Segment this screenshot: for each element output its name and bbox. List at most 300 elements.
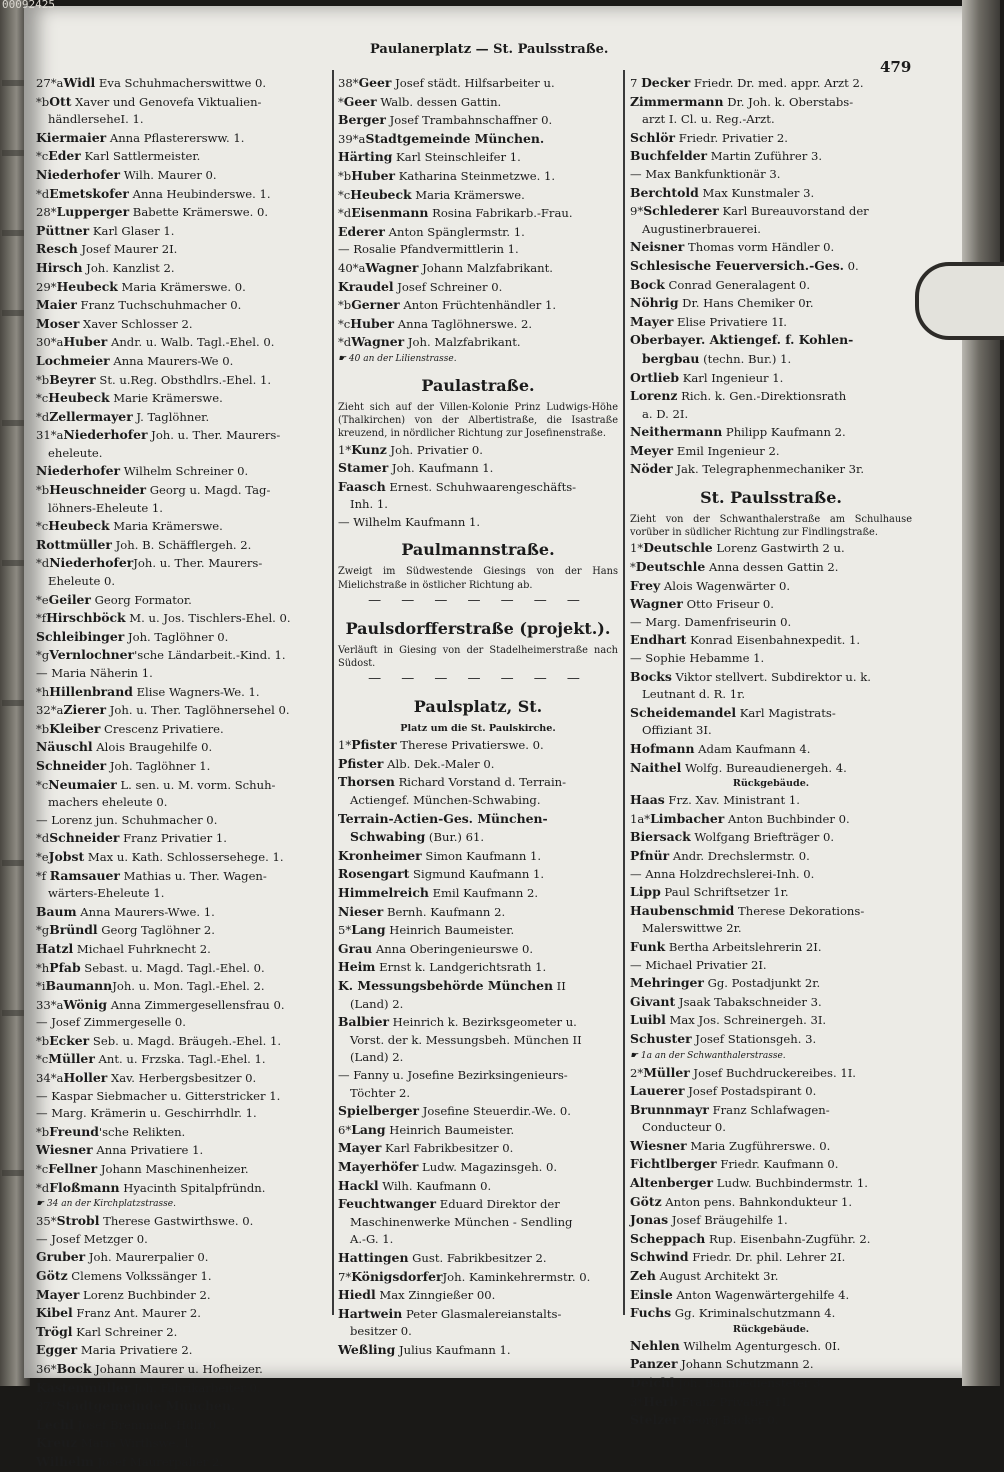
directory-entry: 38*Geer Josef städt. Hilfsarbeiter u. (338, 75, 555, 90)
entry-surname: Neumaier (48, 776, 117, 792)
entry-surname: Kastenmüller (36, 1379, 131, 1395)
directory-entry: Näuschl Alois Braugehilfe 0. (36, 739, 213, 755)
entry-surname: Lipp (630, 884, 661, 900)
directory-entry: 1*Pfister Therese Privatierswe. 0. (338, 737, 544, 753)
directory-entry: Thorsen Richard Vorstand d. Terrain- (338, 774, 567, 790)
directory-entry: Resch Josef Maurer 2I. (36, 241, 178, 257)
entry-surname: Brunnmayr (630, 1101, 709, 1117)
entry-surname: Hirschböck (46, 610, 126, 626)
entry-surname: Schlesische Feuerversich.-Ges. (630, 257, 844, 273)
entry-surname: Rosengart (338, 866, 410, 882)
entry-surname: Beyrer (49, 371, 96, 387)
entry-continuation: Eheleute 0. (48, 574, 116, 589)
directory-entry: 30*aHuber Andr. u. Walb. Tagl.-Ehel. 0. (36, 334, 275, 350)
entry-surname: Schwabing (350, 829, 426, 845)
entry-surname: Weßling (338, 1341, 396, 1357)
directory-entry: Baum Anna Maurers-Wwe. 1. (36, 903, 215, 919)
directory-entry: *bEcker Seb. u. Magd. Bräugeh.-Ehel. 1. (36, 1032, 282, 1048)
entry-surname: Geer (358, 75, 392, 90)
directory-entry: Frey Alois Wagenwärter 0. (630, 577, 791, 593)
entry-continuation: Schwabing (Bur.) 61. (350, 829, 485, 845)
directory-entry: *dWagner Joh. Malzfabrikant. (338, 334, 521, 350)
directory-entry: *cMüller Ant. u. Frzska. Tagl.-Ehel. 1. (36, 1051, 266, 1067)
page-clip (915, 262, 1004, 340)
entry-surname: Baum (36, 903, 77, 919)
entry-surname: K. Messungsbehörde München (338, 978, 553, 994)
entry-surname: Widl (63, 75, 96, 90)
entry-surname: Müller (643, 1064, 690, 1080)
entry-surname: Bock (630, 276, 665, 292)
street-heading: Paulastraße. (421, 375, 535, 395)
entry-surname: bergbau (642, 350, 700, 366)
entry-surname: Emetskofer (49, 185, 129, 201)
directory-entry: Rosengart Sigmund Kaufmann 1. (338, 866, 545, 882)
directory-entry: 1a*Limbacher Anton Buchbinder 0. (630, 810, 850, 826)
entry-continuation: besitzer 0. (350, 1324, 412, 1339)
entry-surname: Lochmeier (36, 352, 110, 368)
directory-entry: Givant Jsaak Tabakschneider 3. (630, 993, 822, 1009)
entry-surname: Pfister (338, 755, 384, 771)
entry-surname: Altenberger (630, 1175, 714, 1191)
entry-continuation: bergbau (techn. Bur.) 1. (642, 350, 792, 366)
entry-surname: Huber (350, 315, 395, 331)
directory-entry: 3*Herb Franz Privatier 1I. (630, 1393, 791, 1409)
directory-entry: — Marg. Krämerin u. Geschirrhdlr. 1. (36, 1106, 257, 1121)
entry-surname: Nehlen (630, 1337, 680, 1353)
entry-continuation: arzt I. Cl. u. Reg.-Arzt. (642, 112, 775, 127)
entry-surname: Wagner (365, 259, 419, 275)
cross-reference: ☛ 40 an der Lilienstrasse. (338, 353, 457, 364)
entry-surname: Niederhofer (36, 166, 121, 182)
directory-entry: Stelzer Georg Bäcker 0. (630, 1412, 779, 1428)
directory-entry: Naithel Wolfg. Bureaudienergeh. 4. (630, 759, 847, 775)
directory-entry: Zimmermann Dr. Joh. k. Oberstabs- (630, 93, 854, 109)
entry-surname: Lang (351, 1121, 386, 1137)
entry-surname: Deichl (630, 1375, 675, 1390)
entry-surname: Geiler (48, 591, 91, 607)
entry-surname: Givant (630, 993, 676, 1009)
directory-entry: 9*Schlederer Karl Bureauvorstand der (630, 203, 869, 219)
scan-id: 00092425 (2, 0, 55, 11)
entry-continuation: Inh. 1. (350, 497, 388, 512)
entry-surname: Nöder (630, 461, 673, 477)
directory-entry: 28*Lupperger Babette Krämerswe. 0. (36, 204, 269, 220)
entry-surname: Neithermann (630, 424, 723, 440)
entry-surname: Kibel (36, 1305, 73, 1321)
entry-surname: Schlör (630, 129, 676, 145)
entry-continuation: (Land) 2. (350, 1050, 404, 1065)
directory-entry: Püttner Karl Glaser 1. (36, 222, 175, 238)
entry-surname: Ortlieb (630, 369, 680, 385)
entry-surname: Niederhofer (36, 463, 121, 479)
directory-entry: *bHuber Katharina Steinmetzwe. 1. (338, 167, 556, 183)
entry-surname: Schneider (36, 757, 107, 773)
directory-entry: Rottmüller Joh. B. Schäfflergeh. 2. (36, 536, 252, 552)
entry-surname: Schneider (49, 830, 120, 846)
directory-entry: Kastenmüller Joh. Fabrikarbeiter 0. (36, 1379, 261, 1395)
directory-entry: Trögl Karl Schreiner 2. (36, 1323, 178, 1339)
directory-entry: Gruber Joh. Maurerpalier 0. (36, 1249, 209, 1265)
entry-surname: Wiesner (36, 1142, 93, 1158)
entry-continuation: Malerswittwe 2r. (642, 921, 742, 936)
separator: — — — — — — — (368, 592, 588, 608)
directory-entry: Jonas Josef Bräugehilfe 1. (630, 1212, 788, 1228)
entry-surname: Bründl (49, 922, 98, 938)
directory-entry: *bHeuschneider Georg u. Magd. Tag- (36, 482, 271, 498)
entry-surname: Lupperger (56, 204, 130, 220)
entry-surname: Trögl (36, 1323, 73, 1339)
entry-surname: Lang (351, 922, 386, 938)
directory-entry: Mehringer Gg. Postadjunkt 2r. (630, 975, 821, 991)
entry-surname: Mayer (630, 313, 674, 329)
entry-surname: Zeh (630, 1268, 656, 1284)
directory-entry: Wiesner Anna Privatiere 1. (36, 1142, 204, 1158)
directory-entry: Pfister Alb. Dek.-Maler 0. (338, 755, 495, 771)
directory-entry: *hHillenbrand Elise Wagners-We. 1. (36, 683, 260, 699)
entry-surname: Bocks (630, 668, 672, 684)
directory-entry: Bock Conrad Generalagent 0. (630, 276, 811, 292)
entry-surname: Schleibinger (36, 628, 125, 644)
directory-entry: Weßling Julius Kaufmann 1. (338, 1341, 511, 1357)
entry-surname: Götz (630, 1193, 662, 1209)
directory-entry: Berchtold Max Kunstmaler 3. (630, 184, 815, 200)
entry-surname: Näuschl (36, 739, 93, 755)
entry-surname: Lauerer (630, 1083, 685, 1099)
entry-continuation: A.-G. 1. (350, 1232, 394, 1247)
directory-entry: Scheppach Rup. Eisenbahn-Zugführ. 2. (630, 1230, 871, 1246)
entry-surname: Pfister (351, 737, 397, 753)
entry-surname: Baumann (45, 978, 113, 994)
entry-surname: Luibl (630, 1012, 666, 1028)
directory-entry: *bOtt Xaver und Genovefa Viktualien- (36, 93, 262, 109)
directory-entry: Wilhelm Josef Maurerpalier 2. (36, 1453, 224, 1469)
directory-entry: 32*aZierer Joh. u. Ther. Taglöhnersehel 0. (36, 702, 290, 718)
entry-continuation: Offiziant 3I. (642, 723, 712, 738)
directory-entry: Panzer Johann Schutzmann 2. (630, 1356, 814, 1372)
entry-surname: Lechl (36, 1416, 74, 1432)
entry-surname: Neisner (630, 239, 685, 255)
directory-entry: Kronheimer Simon Kaufmann 1. (338, 847, 542, 863)
entry-surname: Müller (48, 1051, 95, 1067)
directory-entry: Himmelreich Emil Kaufmann 2. (338, 885, 539, 901)
directory-entry: *dNiederhoferJoh. u. Ther. Maurers- (36, 555, 263, 571)
directory-entry: Scheidemandel Karl Magistrats- (630, 704, 836, 720)
entry-surname: Holler (63, 1070, 108, 1086)
entry-surname: Scheidemandel (630, 704, 737, 720)
entry-surname: Biersack (630, 829, 691, 845)
directory-entry: Nöhrig Dr. Hans Chemiker 0r. (630, 295, 814, 311)
entry-surname: Hackl (338, 1177, 379, 1193)
entry-surname: Hirsch (36, 259, 83, 275)
directory-entry: Lechl Josef Brennmat.-Hdlr. 0. (36, 1416, 220, 1432)
entry-surname: Decker (641, 75, 691, 90)
directory-entry: Balbier Heinrich k. Bezirksgeometer u. (338, 1014, 577, 1030)
entry-surname: Jobst (48, 848, 85, 864)
directory-entry: *eGeiler Georg Formator. (36, 591, 192, 607)
directory-entry: 31*aNiederhofer Joh. u. Ther. Maurers- (36, 427, 281, 443)
directory-entry: Lipp Paul Schriftsetzer 1r. (630, 884, 789, 900)
entry-surname: Wagner (351, 334, 405, 350)
column-middle (338, 74, 618, 1359)
entry-surname: Härting (338, 149, 393, 165)
directory-entry: — Maria Näherin 1. (36, 666, 153, 680)
directory-entry: Biersack Wolfgang Briefträger 0. (630, 829, 835, 845)
entry-continuation: händlerseheI. 1. (48, 112, 144, 127)
directory-entry: *gBründl Georg Taglöhner 2. (36, 922, 215, 938)
directory-entry: *cEder Karl Sattlermeister. (36, 148, 201, 164)
entry-surname: Rottmüller (36, 536, 112, 552)
directory-entry: Hackl Wilh. Kaufmann 0. (338, 1177, 492, 1193)
entry-continuation: Actiengef. München-Schwabing. (350, 793, 541, 808)
directory-entry: Wiesner Maria Zugführerswe. 0. (630, 1137, 831, 1153)
directory-entry: Buchfelder Martin Zuführer 3. (630, 148, 823, 164)
directory-entry: Schuster Josef Stationsgeh. 3. (630, 1030, 817, 1046)
section-note: Platz um die St. Paulskirche. (400, 723, 556, 735)
entry-surname: Ramsauer (49, 867, 120, 883)
directory-entry: *cNeumaier L. sen. u. M. vorm. Schuh- (36, 776, 276, 792)
entry-surname: Balbier (338, 1014, 389, 1030)
directory-entry: Feuchtwanger Eduard Direktor der (338, 1196, 560, 1212)
directory-entry: Fichtlberger Friedr. Kaufmann 0. (630, 1156, 839, 1172)
entry-surname: Schlederer (643, 203, 719, 219)
directory-entry: Berger Josef Trambahnschaffner 0. (338, 112, 553, 128)
directory-entry: *f Ramsauer Mathias u. Ther. Wagen- (36, 867, 267, 883)
entry-surname: Hiedl (338, 1287, 376, 1303)
entry-continuation: machers eheleute 0. (48, 795, 168, 810)
directory-entry: 36*Bock Johann Maurer u. Hofheizer. (36, 1360, 263, 1376)
directory-entry: 1*Deutschle Lorenz Gastwirth 2 u. (630, 540, 845, 556)
entry-surname: Maier (36, 297, 77, 313)
street-description: Zieht von der Schwanthalerstraße am Schulhause vorüber in südlicher Richtung zur Findlingstraße. (630, 514, 912, 539)
directory-entry: Endhart Konrad Eisenbahnexpedit. 1. (630, 632, 861, 648)
directory-entry: *Geer Walb. dessen Gattin. (338, 93, 502, 109)
entry-surname: Kreuz (36, 1435, 78, 1451)
directory-entry: — Anna Holzdrechslerei-Inh. 0. (630, 866, 815, 881)
directory-entry: *cHeubeck Maria Krämerswe. (338, 186, 525, 202)
directory-entry: — Lorenz jun. Schuhmacher 0. (36, 812, 218, 827)
street-description: Verläuft in Giesing von der Stadelheimerstraße nach Südost. (338, 644, 618, 670)
entry-surname: Kiermaier (36, 129, 107, 145)
entry-surname: Zellermayer (49, 408, 133, 424)
entry-surname: Gruber (36, 1249, 86, 1265)
entry-surname: Wilhelm (36, 1453, 94, 1469)
entry-surname: Deutschle (643, 540, 713, 556)
directory-entry: 5*Lang Heinrich Baumeister. (338, 922, 515, 938)
entry-surname: Heim (338, 959, 376, 975)
directory-entry: *bGerner Anton Früchtenhändler 1. (338, 297, 557, 313)
directory-entry: *hPfab Sebast. u. Magd. Tagl.-Ehel. 0. (36, 959, 265, 975)
entry-surname: Buchfelder (630, 148, 708, 164)
entry-surname: Zimmermann (630, 93, 724, 109)
directory-entry: K. Messungsbehörde München II (338, 978, 566, 994)
entry-continuation: Töchter 2. (350, 1085, 411, 1100)
entry-surname: Kronheimer (338, 847, 422, 863)
column-rule (332, 70, 334, 1315)
directory-entry: Fuchs Gg. Kriminalschutzmann 4. (630, 1305, 836, 1321)
directory-entry: — Michael Privatier 2I. (630, 957, 767, 972)
directory-entry: *fHirschböck M. u. Jos. Tischlers-Ehel. 0. (36, 610, 291, 626)
directory-entry: Hatzl Michael Fuhrknecht 2. (36, 940, 211, 956)
entry-surname: Ecker (49, 1032, 90, 1048)
entry-surname: Mayer (36, 1286, 80, 1302)
street-description: Zieht sich auf der Villen-Kolonie Prinz Ludwigs-Höhe (Thalkirchen) von der Albertistraße, die Isastraße kreuzend, in nördlicher Richtung zur Josefinenstraße. (338, 401, 618, 440)
entry-surname: Geer (343, 93, 377, 109)
entry-surname: Schuster (630, 1030, 692, 1046)
entry-continuation: wärters-Eheleute 1. (48, 886, 165, 901)
entry-continuation: Vorst. der k. Messungsbeh. München II (350, 1032, 582, 1047)
directory-entry: — Sophie Hebamme 1. (630, 651, 765, 666)
entry-continuation: (Land) 2. (350, 996, 404, 1011)
entry-surname: Kleiber (49, 720, 101, 736)
entry-surname: Funk (630, 938, 666, 954)
directory-entry: *dZellermayer J. Taglöhner. (36, 408, 210, 424)
entry-surname: Huber (63, 334, 108, 350)
page-stack-edge (962, 0, 1000, 1386)
entry-surname: Niederhofer (63, 427, 148, 443)
directory-entry: — Max Bankfunktionär 3. (630, 166, 781, 181)
cross-reference: ☛ 34 an der Kirchplatzstrasse. (36, 1199, 176, 1210)
entry-surname: Bock (56, 1360, 92, 1376)
directory-entry: *dSchneider Franz Privatier 1. (36, 830, 227, 846)
directory-entry: Maier Franz Tuchschuhmacher 0. (36, 297, 242, 313)
directory-entry: *bFreund'sche Relikten. (36, 1123, 186, 1139)
directory-entry (338, 810, 618, 829)
directory-entry: Härting Karl Steinschleifer 1. (338, 149, 521, 165)
entry-surname: Niederhofer (49, 555, 134, 571)
entry-continuation: löhners-Eheleute 1. (48, 500, 163, 515)
entry-surname: Heubeck (350, 186, 412, 202)
directory-entry: 27*aWidl Eva Schuhmacherswittwe 0. (36, 75, 267, 90)
directory-entry: — Wilhelm Kaufmann 1. (338, 514, 481, 529)
entry-surname: Naithel (630, 759, 682, 775)
entry-continuation: a. D. 2I. (642, 406, 689, 421)
directory-entry: Nieser Bernh. Kaufmann 2. (338, 903, 506, 919)
directory-entry: 6*Lang Heinrich Baumeister. (338, 1121, 515, 1137)
directory-entry: Meyer Emil Ingenieur 2. (630, 442, 780, 458)
directory-entry: Neisner Thomas vorm Händler 0. (630, 239, 835, 255)
entry-surname: Floßmann (49, 1179, 120, 1195)
directory-entry: 39*aStadtgemeinde München. (338, 130, 545, 146)
entry-surname: Zierer (63, 702, 107, 718)
directory-entry: Mayer Lorenz Buchbinder 2. (36, 1286, 211, 1302)
entry-surname: Mayer (338, 1140, 382, 1156)
entry-surname: Götz (36, 1268, 68, 1283)
directory-entry: 37*Stadtgemeinde München. (36, 1398, 236, 1414)
directory-entry: *bBeyrer St. u.Reg. Obsthdlrs.-Ehel. 1. (36, 371, 272, 387)
entry-surname: Eisenmann (351, 205, 429, 221)
entry-surname: Berger (338, 112, 386, 128)
directory-entry: 35*Strobl Therese Gastwirthswe. 0. (36, 1213, 254, 1229)
entry-surname: Mayerhöfer (338, 1158, 419, 1174)
directory-entry: Kiermaier Anna Pflasterersww. 1. (36, 129, 245, 145)
directory-entry: Luibl Max Jos. Schreinergeh. 3I. (630, 1012, 827, 1028)
column-left (36, 74, 328, 1472)
entry-surname: Terrain-Actien-Ges. München- (338, 810, 548, 826)
directory-entry: Heim Ernst k. Landgerichtsrath 1. (338, 959, 547, 975)
section-note: Rückgebäude. (732, 778, 810, 790)
entry-surname: Königsdorfer (351, 1268, 443, 1284)
column-rule (623, 70, 625, 1315)
directory-entry: Haas Frz. Xav. Ministrant 1. (630, 792, 800, 808)
directory-entry: Brunnmayr Franz Schlafwagen- (630, 1101, 830, 1117)
directory-entry: Mayer Karl Fabrikbesitzer 0. (338, 1140, 514, 1156)
directory-entry: Kraudel Josef Schreiner 0. (338, 278, 503, 294)
directory-entry: Lochmeier Anna Maurers-We 0. (36, 352, 234, 368)
entry-surname: Berchtold (630, 184, 699, 200)
entry-surname: Wönig (63, 996, 108, 1012)
entry-surname: Haas (630, 792, 665, 808)
directory-entry: Niederhofer Wilh. Maurer 0. (36, 166, 217, 182)
directory-entry: Ortlieb Karl Ingenieur 1. (630, 369, 784, 385)
entry-surname: Heubeck (48, 518, 110, 534)
directory-entry: — Josef Zimmergeselle 0. (36, 1015, 186, 1030)
directory-entry: Ederer Anton Spänglermstr. 1. (338, 223, 525, 239)
entry-surname: Heubeck (48, 390, 110, 406)
directory-entry: 2*Müller Josef Buchdruckereibes. 1I. (630, 1064, 856, 1080)
entry-continuation: Leutnant d. R. 1r. (642, 687, 746, 702)
entry-surname: Eder (48, 148, 81, 164)
directory-entry: 34*aHoller Xav. Herbergsbesitzer 0. (36, 1070, 257, 1086)
separator: — — — — — — — (368, 671, 588, 687)
entry-continuation: eheleute. (48, 445, 103, 460)
entry-surname: Heubeck (56, 278, 118, 294)
section-note: Rückgebäude. (732, 1323, 810, 1335)
directory-entry: Lorenz Rich. k. Gen.-Direktionsrath (630, 388, 847, 404)
directory-entry: — Fanny u. Josefine Bezirksingenieurs- (338, 1067, 568, 1082)
street-description: Zweigt im Südwestende Giesings von der Hans Mielichstraße in östlicher Richtung ab. (338, 566, 618, 591)
directory-entry: *cHeubeck Maria Krämerswe. (36, 518, 223, 534)
directory-entry: Schwind Friedr. Dr. phil. Lehrer 2I. (630, 1249, 846, 1265)
directory-entry: Mayerhöfer Ludw. Magazinsgeh. 0. (338, 1158, 558, 1174)
entry-surname: Meyer (630, 442, 674, 458)
directory-entry: — Marg. Damenfriseurin 0. (630, 614, 792, 629)
entry-continuation: Augustinerbrauerei. (642, 221, 761, 236)
directory-entry: *eJobst Max u. Kath. Schlossersehege. 1. (36, 848, 284, 864)
entry-surname: Hofmann (630, 741, 695, 756)
entry-surname: Lorenz (630, 388, 678, 404)
directory-entry: Wagner Otto Friseur 0. (630, 596, 774, 612)
directory-entry: Hofmann Adam Kaufmann 4. (630, 741, 811, 756)
entry-surname: Frey (630, 577, 661, 593)
entry-surname: Huber (351, 167, 396, 183)
entry-surname: Vernlochner (49, 647, 135, 663)
entry-surname: Grau (338, 940, 373, 956)
entry-surname: Jonas (630, 1212, 669, 1228)
directory-entry: Hartwein Peter Glasmalereianstalts- (338, 1305, 562, 1321)
entry-surname: Resch (36, 241, 78, 257)
entry-surname: Gerner (351, 297, 400, 313)
cross-reference: ☛ 1a an der Schwanthalerstrasse. (630, 1050, 786, 1061)
directory-entry: Kibel Franz Ant. Maurer 2. (36, 1305, 201, 1321)
directory-entry: *gVernlochner'sche Ländarbeit.-Kind. 1. (36, 647, 286, 663)
directory-entry: — Josef Metzger 0. (36, 1231, 148, 1246)
directory-entry: — Rosalie Pfandvermittlerin 1. (338, 242, 519, 257)
directory-entry: — Kaspar Siebmacher u. Gitterstricker 1. (36, 1088, 281, 1103)
entry-surname: Nöhrig (630, 295, 679, 311)
directory-entry: Zeh August Architekt 3r. (630, 1268, 779, 1284)
page-number: 479 (880, 58, 912, 76)
directory-entry (630, 331, 912, 350)
entry-surname: Schwind (630, 1249, 689, 1265)
running-header: Paulanerplatz — St. Paulsstraße. (370, 42, 609, 57)
entry-surname: Fichtlberger (630, 1156, 717, 1172)
directory-entry: 33*aWönig Anna Zimmergesellensfrau 0. (36, 996, 285, 1012)
entry-surname: Stamer (338, 460, 389, 476)
entry-surname: Hattingen (338, 1249, 409, 1265)
directory-entry: 29*Heubeck Maria Krämerswe. 0. (36, 278, 246, 294)
entry-surname: Hartwein (338, 1305, 403, 1321)
directory-entry: Lauerer Josef Postadspirant 0. (630, 1083, 817, 1099)
